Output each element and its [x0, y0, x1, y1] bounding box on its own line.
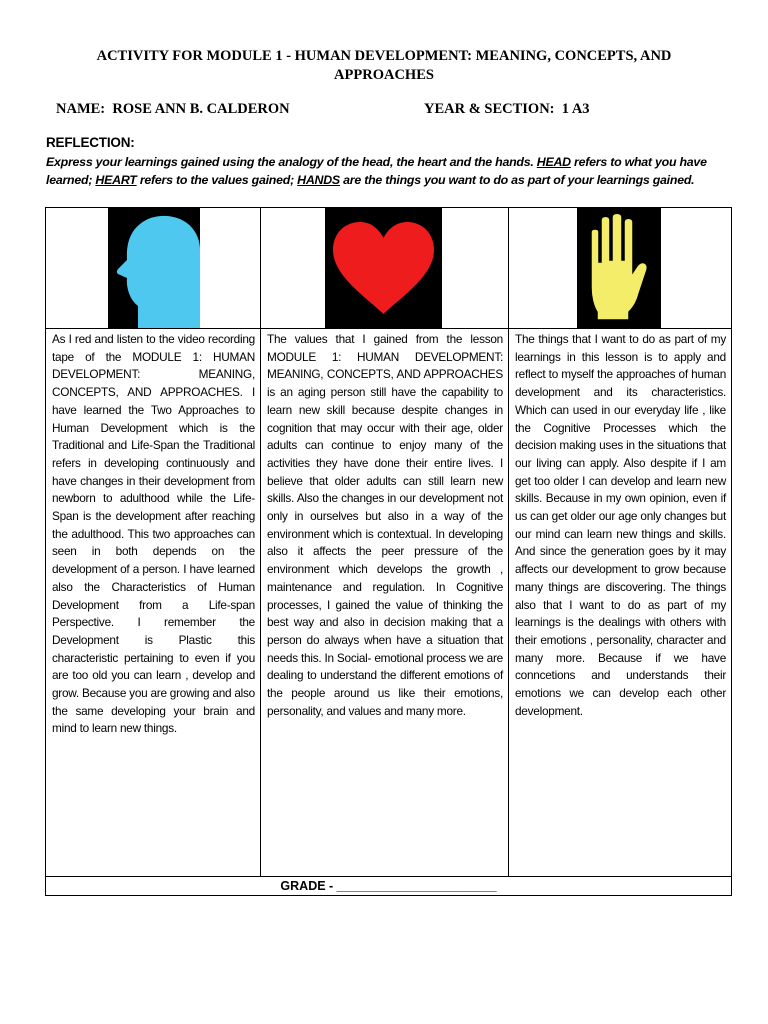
head-keyword: HEAD: [536, 155, 571, 169]
head-silhouette-icon: [108, 208, 200, 328]
head-learnings-cell: [46, 329, 261, 877]
year-section: YEAR & SECTION: 1 A3: [424, 101, 590, 117]
hand-shape: [591, 213, 647, 320]
text-row: [46, 329, 732, 877]
instructions-part-2: refers to what you have learned;: [46, 155, 707, 187]
hands-actions-text: The things that I want to do as part of my learnings in this lesson is to apply and reflect to myself the approaches of human development and its characteristics. Which can used in our everyday life , like the Cognitive Processes which the decision making uses in the situations that our living can apply. Also despite if I am get too older I can develop and learn new skills. Because in my own opinion, even if us can get older our age only changes but our mind can learn new things and skills. And since the generation goes by it may affects our development to grow because many things are discovering. The things also that I want to do as part of my learnings is the dealings with others with their emotions , personality, character and many more. Because if we have conncetions and understands their emotions we can develop each other development.: [515, 332, 726, 718]
heart-values-cell: [261, 329, 509, 877]
instructions-part-1: Express your learnings gained using the analogy of the head, the heart and the hands.: [46, 155, 537, 169]
activity-title: [60, 47, 708, 85]
instructions-part-4: are the things you want to do as part of your learnings gained.: [339, 173, 695, 187]
reflection-table: [45, 207, 732, 896]
instructions-part-3: refers to the values gained;: [136, 173, 298, 187]
grade-field: GRADE - _______________________: [46, 877, 732, 896]
hand-icon-cell: [509, 208, 732, 329]
heart-values-text: The values that I gained from the lesson MODULE 1: HUMAN DEVELOPMENT: MEANING, CONCEPTS, AND APPROACHES is an aging person still have the capability to learn new skill because despite changes in cognition that may occur with their age, older adults can continue to enjoy many of the activities they have done their entire lives. I believe that older adults can still learn new skills. Also the changes in our development not only in ourselves but also in a way of the environment which is contextual. In developing also it affects the peer pressure of the environment which develops the growth , maintenance and regulation. In Cognitive processes, I gained the value of thinking the best way and also in decision making that a person do always when have a situation that needs this. In Social- emotional process we are dealing to understand the different emotions of the people around us like their emotions, personality, and values and many more.: [267, 332, 503, 718]
heart-shape: [333, 222, 434, 314]
reflection-label: REFLECTION:: [46, 135, 135, 150]
reflection-instructions: [46, 153, 718, 189]
student-name: NAME: ROSE ANN B. CALDERON: [56, 101, 290, 117]
title-line-1: ACTIVITY FOR MODULE 1 - HUMAN DEVELOPMENT: MEANING, CONCEPTS, AND: [96, 48, 672, 64]
hands-keyword: HANDS: [297, 173, 340, 187]
head-shape: [117, 216, 200, 328]
title-line-2: APPROACHES: [334, 67, 434, 83]
heart-icon: [325, 208, 442, 328]
hands-actions-cell: [509, 329, 732, 877]
grade-row: [46, 877, 732, 896]
head-icon-cell: [46, 208, 261, 329]
heart-keyword: HEART: [95, 173, 137, 187]
head-learnings-text: As I red and listen to the video recording tape of the MODULE 1: HUMAN DEVELOPMENT: MEANING, CONCEPTS, AND APPROACHES. I have learned the Two Approaches to Human Development which is the Traditional and Life-Span the Traditional refers in developing continuously and have changes in their development from newborn to adulthood while the Life-Span is the development after reaching the adulthood. This two approaches can seen in both depends on the development of a person. I have learned also the Characteristics of Human Development from a Life-span Perspective. I remember the Development is Plastic this characteristic pertaining to even if you are too old you can learn , develop and grow. Because you are growing and also the same developing your brain and mind to learn new things.: [52, 332, 255, 736]
heart-icon-cell: [261, 208, 509, 329]
hand-icon: [577, 208, 661, 328]
icon-row: [46, 208, 732, 329]
